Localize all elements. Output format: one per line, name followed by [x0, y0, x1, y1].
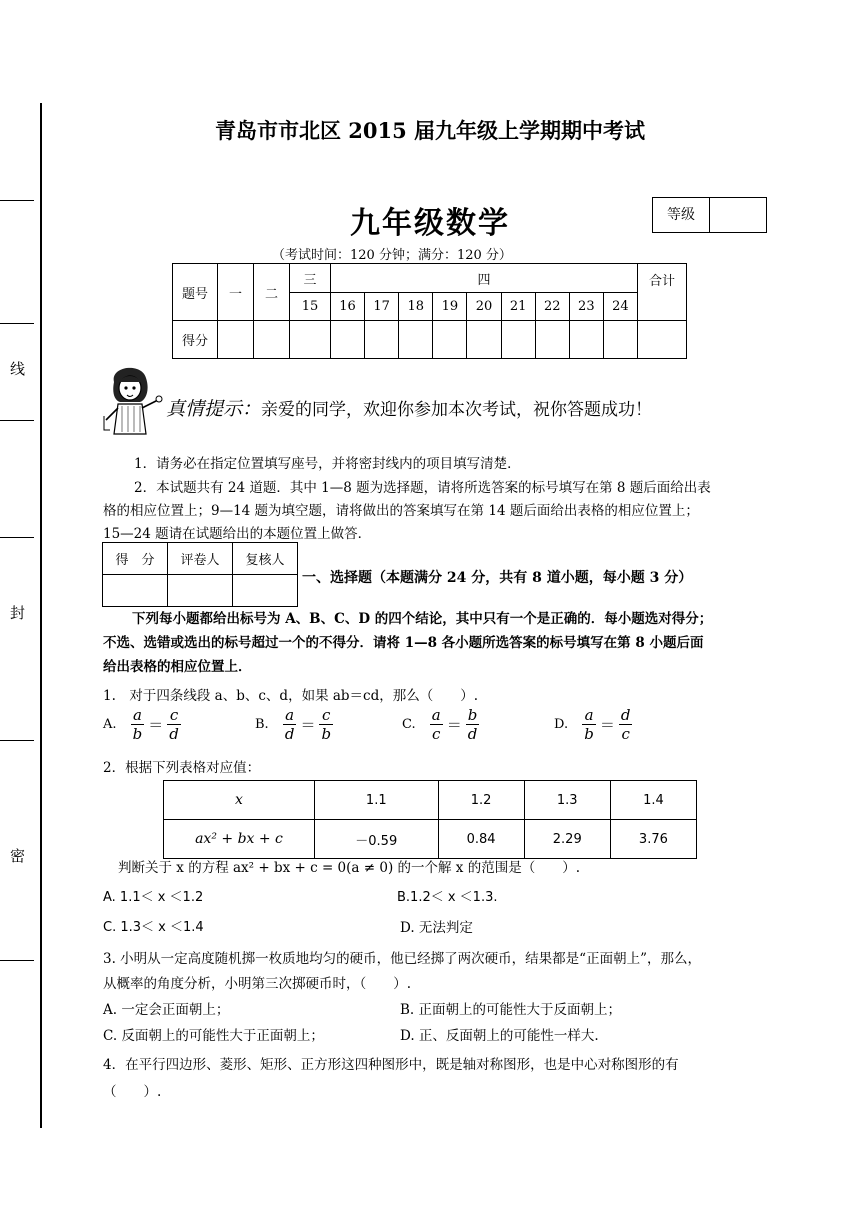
fraction: $\frac{a}{c}$ [431, 706, 441, 743]
score-table-col-3: 三 [290, 264, 331, 293]
value-table-cell: 1.2 [438, 781, 524, 820]
q1-option-letter: B. [255, 717, 269, 732]
reminder [166, 394, 652, 421]
grader-cell [168, 575, 233, 607]
fraction: $\frac{d}{c}$ [620, 706, 631, 743]
value-table-cell: ax² + bx + c [164, 820, 315, 859]
reviewer-label: 复核人 [233, 543, 298, 575]
value-table-cell: 1.1 [315, 781, 439, 820]
value-table-cell: x [164, 781, 315, 820]
q1-option-letter: D. [554, 717, 569, 732]
score-table-number: 15 [290, 293, 331, 321]
margin-blank-line [0, 740, 34, 741]
instruction-line: 2．本试题共有 24 道题．其中 1—8 题为选择题，请将所选答案的标号填写在第 8 题后面给出表 [134, 480, 711, 496]
q3-line: 3. 小明从一定高度随机掷一枚质地均匀的硬币，他已经掷了两次硬币，结果都是“正面朝上”，那么， [103, 951, 701, 967]
margin-char-feng: 封 [10, 604, 26, 622]
value-table-cell: 1.3 [524, 781, 610, 820]
q2-option-d: D. 无法判定 [400, 920, 473, 936]
margin-char-xian: 线 [10, 360, 26, 378]
score-table-number: 17 [365, 293, 399, 321]
score-cell [331, 321, 365, 359]
score-table-number: 21 [501, 293, 535, 321]
score-cell [501, 321, 535, 359]
score-table-number: 24 [603, 293, 637, 321]
value-table-cell: 2.29 [524, 820, 610, 859]
grader-table [102, 542, 298, 607]
margin-blank-line [0, 420, 34, 421]
fraction: $\frac{a}{b}$ [132, 706, 143, 743]
reminder-text: 亲爱的同学，欢迎你参加本次考试，祝你答题成功！ [261, 400, 653, 420]
grader-label: 评卷人 [168, 543, 233, 575]
q3-option-b: B. 正面朝上的可能性大于反面朝上； [400, 1002, 622, 1018]
reminder-head: 真情提示： [166, 398, 262, 420]
score-table-number: 20 [467, 293, 501, 321]
score-cell [218, 321, 254, 359]
score-table-col-1: 一 [218, 264, 254, 321]
margin-char-mi: 密 [10, 847, 26, 865]
q2-option-c: C. 1.3＜ x ＜1.4 [103, 920, 204, 935]
margin-blank-line [0, 537, 34, 538]
score-table-total: 合计 [638, 264, 687, 321]
q1-option-letter: A. [103, 717, 117, 732]
binding-rule [40, 103, 42, 1128]
grader-score-label: 得 分 [103, 543, 168, 575]
q2-option-b: B.1.2＜ x ＜1.3. [397, 890, 498, 905]
exam-info: （考试时间：120 分钟；满分：120 分） [272, 248, 512, 263]
score-table-score-label: 得分 [173, 321, 218, 359]
q2-value-table [163, 780, 697, 859]
exam-title: 青岛市市北区 2015 届九年级上学期期中考试 [214, 118, 646, 143]
score-table-col-2: 二 [254, 264, 290, 321]
q2-judge: 判断关于 x 的方程 ax² + bx + c = 0(a ≠ 0) 的一个解 x 的范围是（ ）. [118, 860, 580, 876]
value-table-cell: 1.4 [610, 781, 696, 820]
score-table-number: 19 [433, 293, 467, 321]
q1-option-letter: C. [402, 717, 416, 732]
q1-option-b: B. $\frac{a}{d}$ ＝ $\frac{c}{b}$ [255, 706, 332, 743]
instruction-line: 1．请务必在指定位置填写座号，并将密封线内的项目填写清楚． [134, 456, 521, 472]
q1-stem: 1. 对于四条线段 a、b、c、d，如果 ab＝cd，那么（ ）. [103, 688, 479, 704]
grade-label: 等级 [653, 198, 710, 232]
q4-line: （ ）. [103, 1084, 162, 1100]
q3-option-d: D. 正、反面朝上的可能性一样大. [400, 1028, 599, 1044]
fraction: $\frac{c}{d}$ [169, 706, 179, 743]
q4-line: 4．在平行四边形、菱形、矩形、正方形这四种图形中，既是轴对称图形，也是中心对称图形的有 [103, 1057, 679, 1073]
score-cell [433, 321, 467, 359]
score-cell [535, 321, 569, 359]
fraction: $\frac{a}{b}$ [584, 706, 594, 743]
q2-option-a: A. 1.1＜ x ＜1.2 [103, 890, 204, 905]
fraction: $\frac{c}{b}$ [321, 706, 332, 743]
value-table-cell: －0.59 [315, 820, 439, 859]
score-cell [290, 321, 331, 359]
q3-line: 从概率的角度分析，小明第三次掷硬币时，（ ）. [103, 976, 412, 992]
score-table-number: 23 [569, 293, 603, 321]
q1-option-d: D. $\frac{a}{b}$ ＝ $\frac{d}{c}$ [554, 706, 631, 743]
q1-option-a: A. $\frac{a}{b}$ ＝ $\frac{c}{d}$ [103, 706, 179, 743]
grade-box [652, 197, 767, 233]
section1-intro-line: 不选、选错或选出的标号超过一个的不得分．请将 1—8 各小题所选答案的标号填写在第 8 小题后面 [103, 635, 704, 651]
cartoon-girl-illustration [100, 360, 164, 438]
score-table-number: 22 [535, 293, 569, 321]
score-cell [365, 321, 399, 359]
score-table-row-label: 题号 [173, 264, 218, 321]
score-table-number: 16 [331, 293, 365, 321]
instruction-line: 格的相应位置上；9—14 题为填空题，请将做出的答案填写在第 14 题后面给出表格的相应位置上； [103, 503, 699, 519]
section1-intro-line: 下列每小题都给出标号为 A、B、C、D 的四个结论，其中只有一个是正确的．每小题选对得分； [132, 611, 713, 627]
subject-title: 九年级数学 [350, 206, 510, 241]
score-cell [638, 321, 687, 359]
value-table-cell: 3.76 [610, 820, 696, 859]
fraction: $\frac{b}{d}$ [467, 706, 478, 743]
score-cell [254, 321, 290, 359]
score-cell [569, 321, 603, 359]
value-table-cell: 0.84 [438, 820, 524, 859]
score-cell [603, 321, 637, 359]
score-table [172, 263, 687, 359]
margin-blank-line [0, 960, 34, 961]
score-table-number: 18 [399, 293, 433, 321]
q3-option-c: C. 反面朝上的可能性大于正面朝上； [103, 1028, 324, 1044]
fraction: $\frac{a}{d}$ [284, 706, 295, 743]
grader-cell [233, 575, 298, 607]
score-cell [399, 321, 433, 359]
q3-option-a: A. 一定会正面朝上； [103, 1002, 230, 1018]
q1-option-c: C. $\frac{a}{c}$ ＝ $\frac{b}{d}$ [402, 706, 478, 743]
section1-intro-line: 给出表格的相应位置上． [103, 659, 252, 675]
margin-blank-line [0, 323, 34, 324]
section1-title: 一、选择题（本题满分 24 分，共有 8 道小题，每小题 3 分） [302, 570, 693, 586]
score-table-col-4: 四 [331, 264, 638, 293]
score-cell [467, 321, 501, 359]
grader-cell [103, 575, 168, 607]
instruction-line: 15—24 题请在试题给出的本题位置上做答． [103, 526, 372, 542]
q2-stem: 2．根据下列表格对应值： [103, 760, 261, 776]
